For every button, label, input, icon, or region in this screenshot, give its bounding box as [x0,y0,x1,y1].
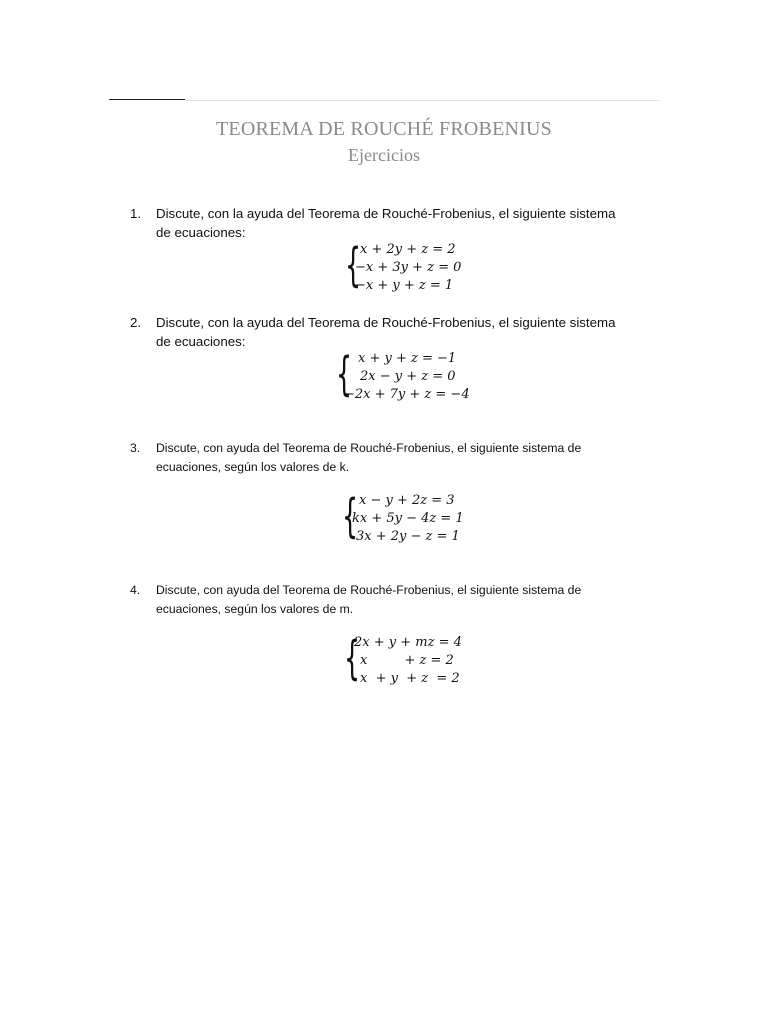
statement-line: ecuaciones, según los valores de m. [156,602,354,616]
left-brace-icon: { [345,238,362,292]
statement-line: Discute, con ayuda del Teorema de Rouché-Frobenius, el siguiente sistema de [156,441,582,455]
header-rule-dark [109,99,185,100]
equation: x − y + 2z = 3 [359,493,455,508]
equation-system-1 [345,238,485,295]
equation-system-4 [344,631,484,688]
statement-line: Discute, con la ayuda del Teorema de Rouché-Frobenius, el siguiente sistema [156,206,616,221]
equation: 2x + y + mz = 4 [354,635,462,650]
equation: −2x + 7y + z = −4 [344,387,470,402]
equation: 3x + 2y − z = 1 [356,529,460,544]
exercise-number: 4. [130,583,141,597]
exercise-number: 2. [130,315,142,330]
header-rule-light [185,100,659,101]
equation: x + y + z = −1 [358,351,457,366]
exercise-number: 3. [130,441,141,455]
statement-line: de ecuaciones: [156,225,246,240]
exercise-number: 1. [130,206,142,221]
statement-line: de ecuaciones: [156,334,246,349]
statement-line: Discute, con ayuda del Teorema de Rouché-Frobenius, el siguiente sistema de [156,583,582,597]
left-brace-icon: { [344,631,361,685]
statement-line: Discute, con la ayuda del Teorema de Rouché-Frobenius, el siguiente sistema [156,315,616,330]
left-brace-icon: { [342,489,359,543]
exercise-statement [156,313,650,351]
equation: 2x − y + z = 0 [360,369,456,384]
equation-system-3 [342,489,482,546]
statement-line: ecuaciones, según los valores de k. [156,460,350,474]
exercise-statement [156,581,650,619]
equation: −x + 3y + z = 0 [355,260,462,275]
equation: −x + y + z = 1 [355,278,454,293]
exercise-statement [156,204,650,242]
equation-system-2 [336,347,496,404]
left-brace-icon: { [336,347,353,401]
equation: x + 2y + z = 2 [360,242,456,257]
exercise-statement [156,439,650,477]
equation: x + z = 2 [360,653,454,668]
document-title: TEOREMA DE ROUCHÉ FROBENIUS [216,118,552,140]
document-subtitle: Ejercicios [348,145,420,165]
equation: kx + 5y − 4z = 1 [352,511,464,526]
equation: x + y + z = 2 [360,671,460,686]
